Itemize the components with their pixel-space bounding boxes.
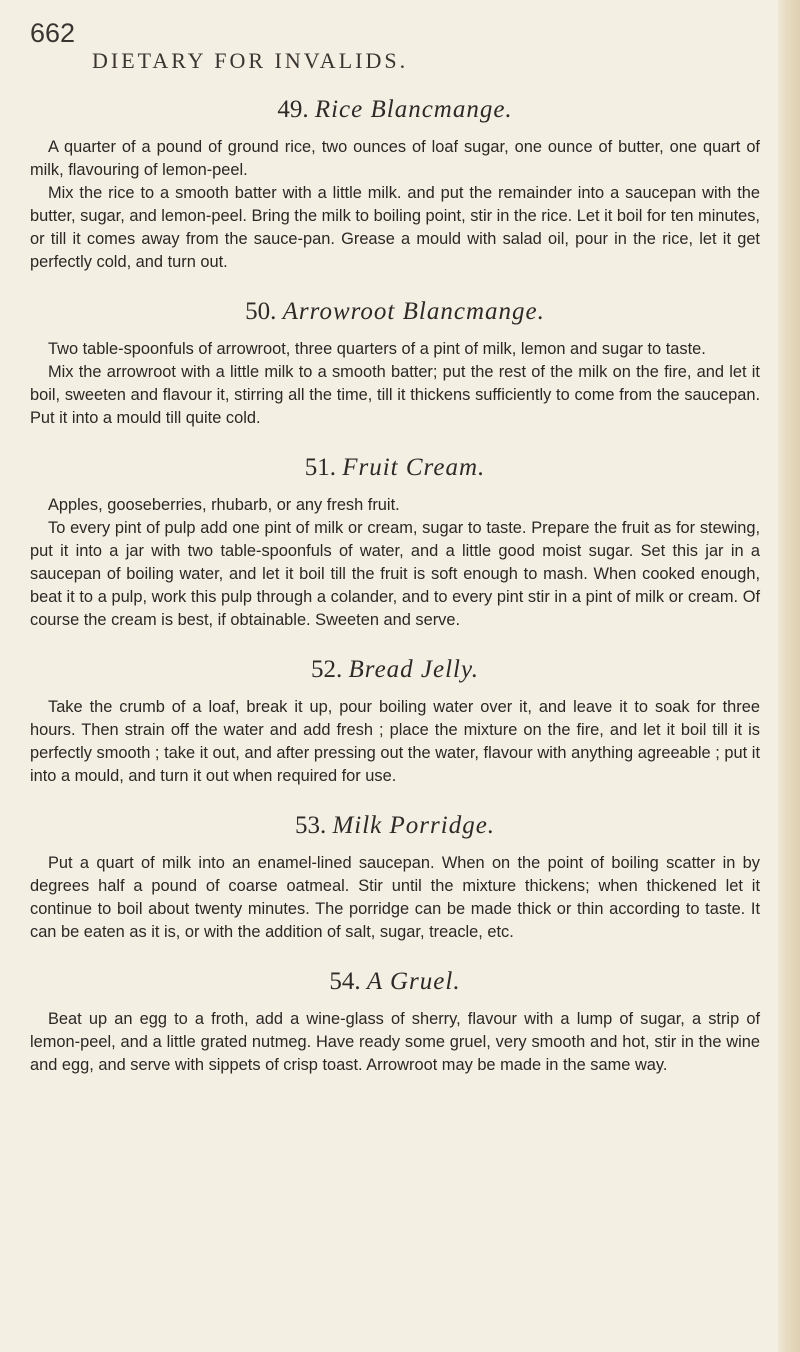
recipe-number: 51.: [304, 454, 336, 481]
recipe-49: [30, 96, 760, 274]
ingredients-paragraph: Apples, gooseberries, rhubarb, or any fresh fruit.: [48, 496, 400, 514]
method-paragraph: Put a quart of milk into an enamel-lined saucepan. When on the point of boiling scatter in by degrees half a pound of coarse oatmeal. Stir until the mixture thickens; when thickened let it continue to boil about twenty minutes. The porridge can be made thick or thin according to taste. It can be eaten as it is, or with the addition of salt, sugar, treacle, etc.: [30, 854, 760, 941]
recipe-50: [30, 298, 760, 430]
recipe-title: [30, 298, 760, 326]
recipe-name: Milk Porridge.: [332, 812, 496, 839]
running-head: [30, 18, 750, 73]
recipe-51: [30, 454, 760, 632]
page-edge: [778, 0, 800, 1352]
recipe-number: 49.: [277, 96, 309, 123]
method-paragraph: Take the crumb of a loaf, break it up, pour boiling water over it, and leave it to soak for three hours. Then strain off the water and add fresh ; place the mixture on the fire, and let it boil till it is perfectly smooth ; take it out, and after pressing out the water, flavour with anything agreeable ; put it into a mould, and turn it out when required for use.: [30, 698, 760, 785]
method-paragraph: Beat up an egg to a froth, add a wine-glass of sherry, flavour with a lump of sugar, a strip of lemon-peel, and a little grated nutmeg. Have ready some gruel, very smooth and hot, stir in the wine and egg, and serve with sippets of crisp toast. Arrowroot may be made in the same way.: [30, 1010, 760, 1074]
recipe-title: [30, 96, 760, 124]
recipe-52: [30, 656, 760, 788]
recipe-number: 52.: [311, 656, 343, 683]
recipe-name: Bread Jelly.: [348, 656, 479, 683]
running-title: DIETARY FOR INVALIDS.: [92, 48, 409, 73]
recipe-title: [30, 812, 760, 840]
ingredients-paragraph: Two table-spoonfuls of arrowroot, three quarters of a pint of milk, lemon and sugar to taste.: [48, 340, 706, 358]
recipe-name: Rice Blancmange.: [314, 96, 513, 123]
recipe-name: Fruit Cream.: [342, 454, 486, 481]
recipe-title: [30, 454, 760, 482]
recipe-53: [30, 812, 760, 944]
recipe-number: 53.: [294, 812, 327, 839]
recipe-name: A Gruel.: [366, 968, 461, 995]
recipe-title: [30, 968, 760, 996]
recipe-54: [30, 968, 760, 1077]
page-content: [30, 96, 760, 1101]
page-number: 662: [30, 18, 76, 48]
ingredients-paragraph: A quarter of a pound of ground rice, two ounces of loaf sugar, one ounce of butter, one quart of milk, flavouring of lemon-peel.: [30, 138, 760, 179]
recipe-title: [30, 656, 760, 684]
recipe-name: Arrowroot Blancmange.: [282, 298, 545, 325]
recipe-number: 54.: [329, 968, 361, 995]
method-paragraph: Mix the rice to a smooth batter with a little milk. and put the remainder into a saucepan with the butter, sugar, and lemon-peel. Bring the milk to boiling point, stir in the rice. Let it boil for ten minutes, or till it comes away from the sauce-pan. Grease a mould with salad oil, pour in the rice, let it get perfectly cold, and turn out.: [30, 184, 760, 271]
method-paragraph: Mix the arrowroot with a little milk to a smooth batter; put the rest of the milk on the fire, and let it boil, sweeten and flavour it, stirring all the time, till it thickens sufficiently to come from the saucepan. Put it into a mould till quite cold.: [30, 363, 760, 427]
method-paragraph: To every pint of pulp add one pint of milk or cream, sugar to taste. Prepare the fruit as for stewing, put it into a jar with two table-spoonfuls of water, and a little good moist sugar. Set this jar in a saucepan of boiling water, and let it boil till the fruit is soft enough to mash. When cooked enough, beat it to a pulp, work this pulp through a colander, and to every pint stir in a pint of milk or cream. Of course the cream is best, if obtainable. Sweeten and serve.: [30, 519, 760, 629]
recipe-number: 50.: [245, 298, 277, 325]
